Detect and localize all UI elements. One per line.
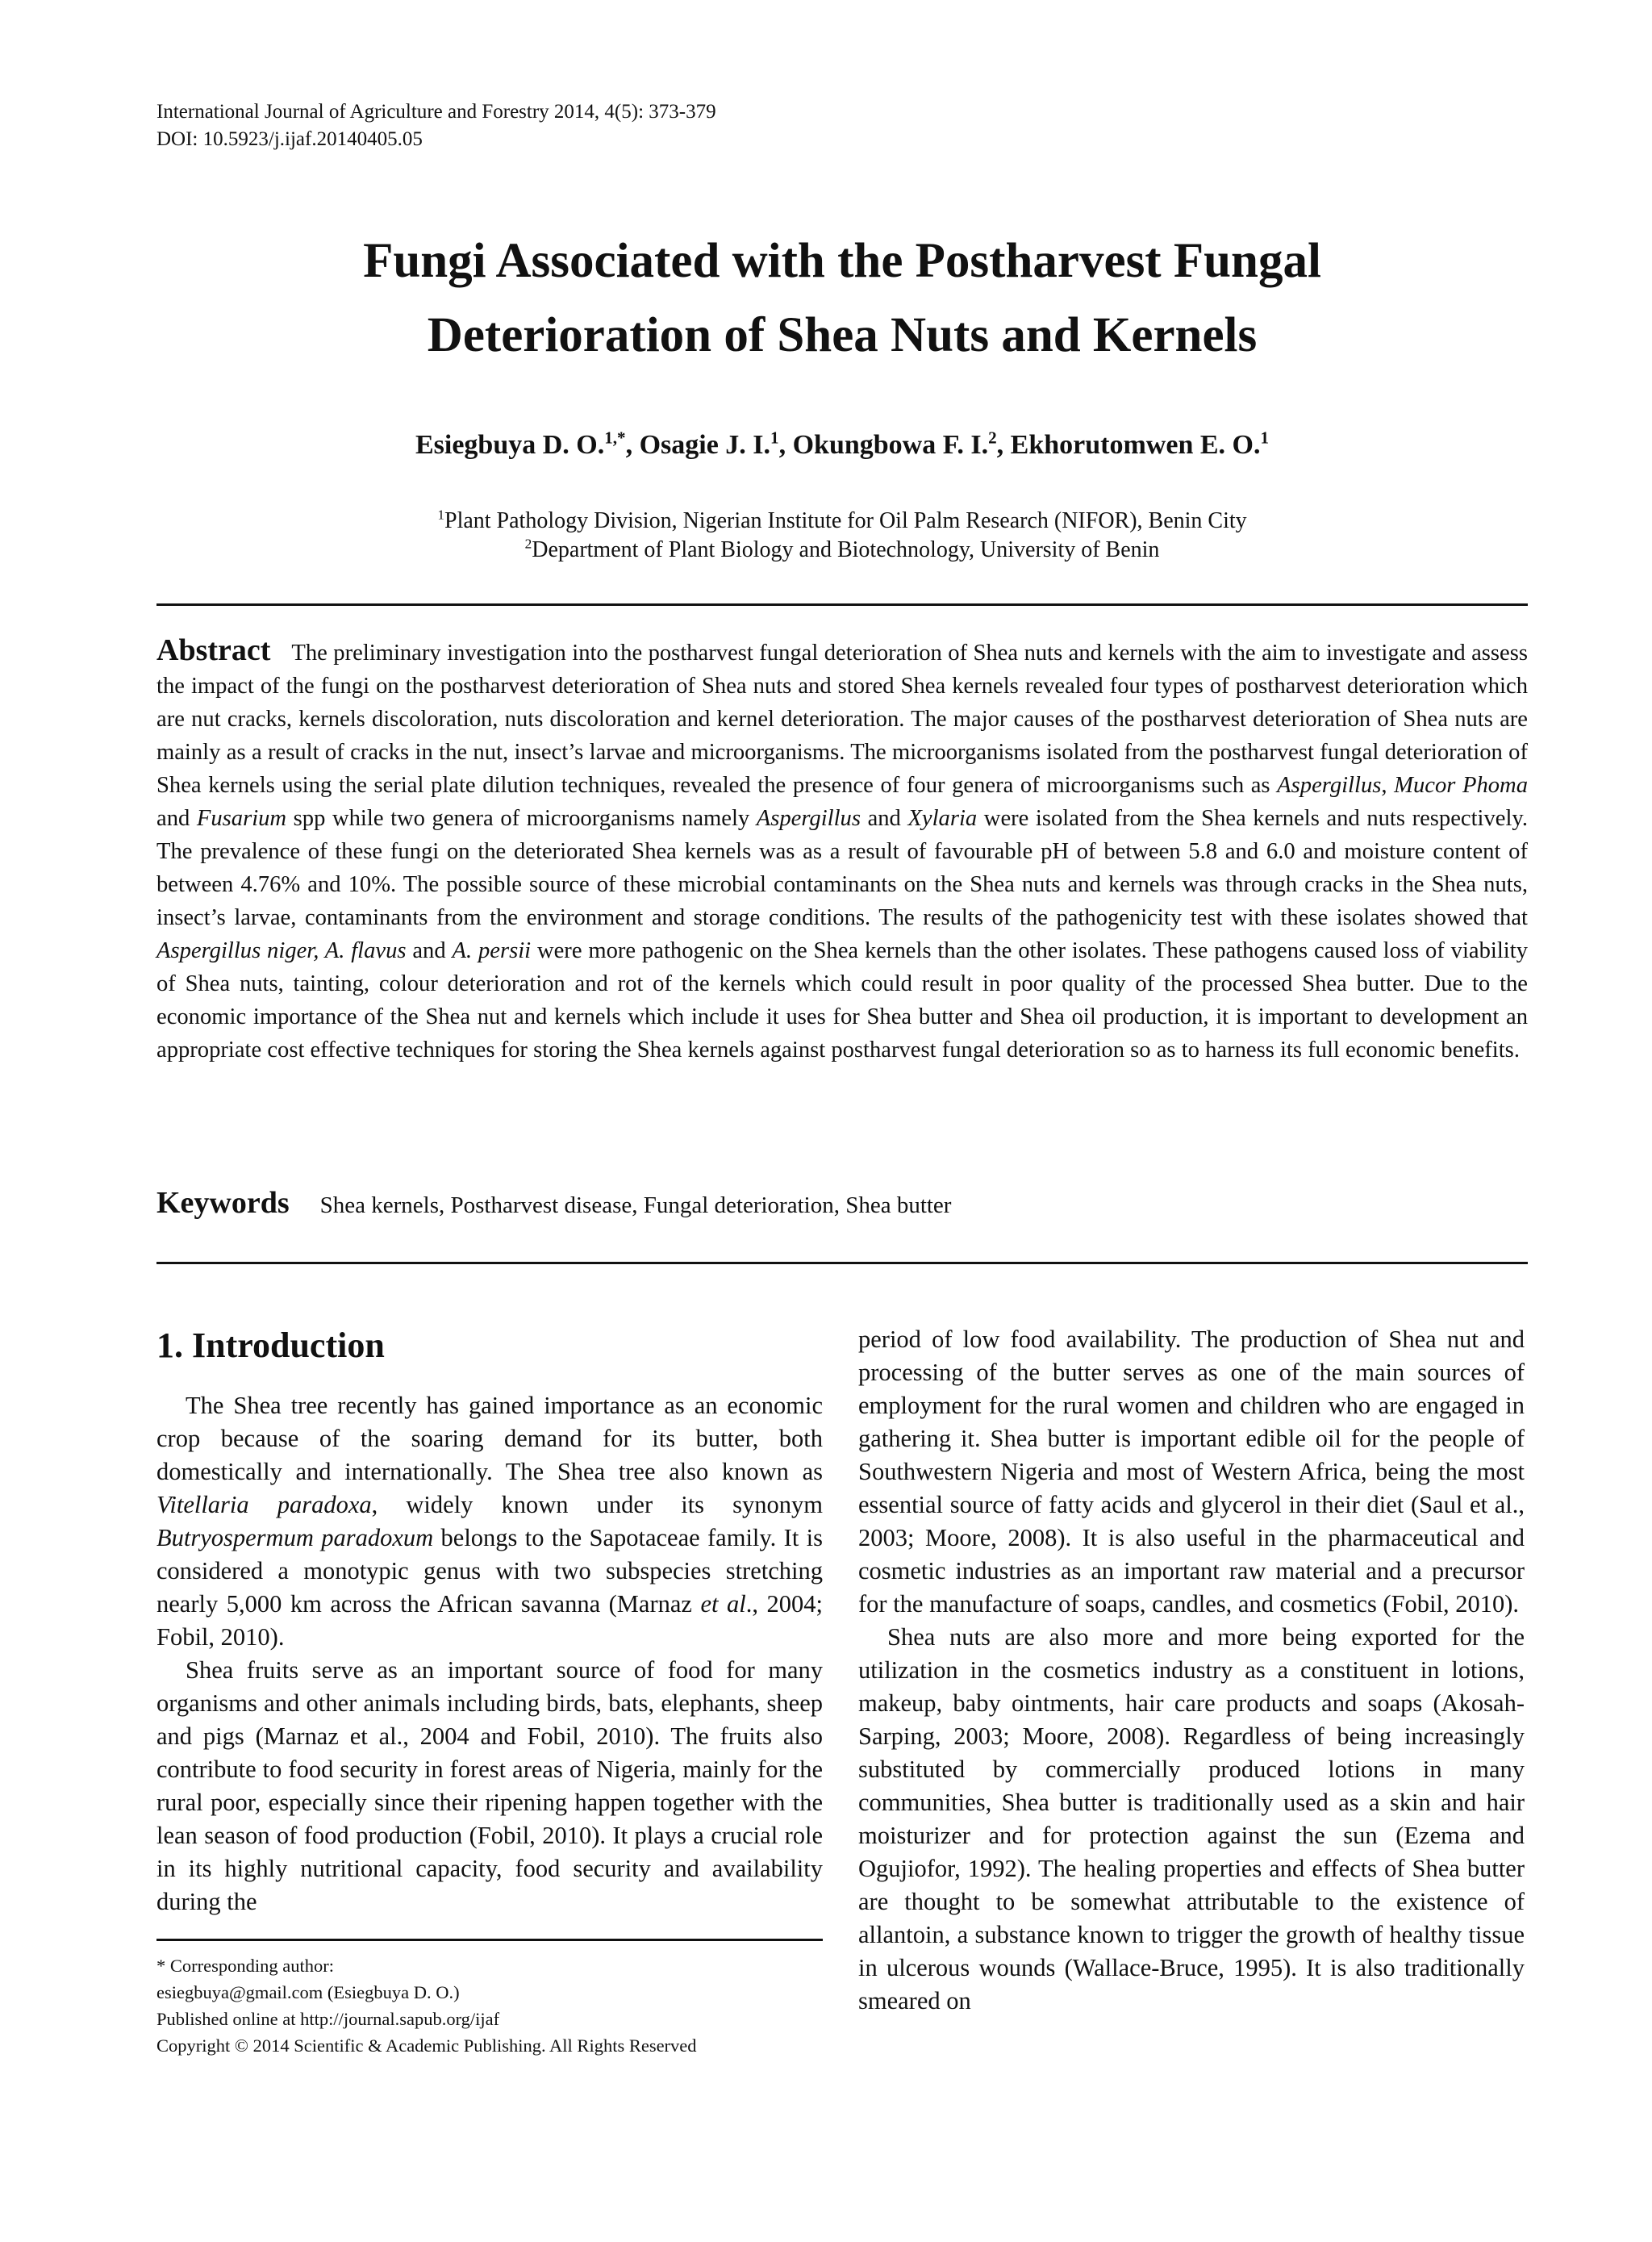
author-name: Esiegbuya D. O. bbox=[415, 430, 605, 460]
author-affiliation-mark: 2 bbox=[988, 428, 997, 448]
abstract-label: Abstract bbox=[156, 633, 271, 667]
author-name: Osagie J. I. bbox=[639, 430, 771, 460]
paragraph: Shea fruits serve as an important source of food for many organisms and other animals including birds, bats, elephants, sheep and pigs (Marnaz et al., 2004 and Fobil, 2010). The fruits also contribute to food security in forest areas of Nigeria, mainly for the rural poor, especially since their ripening happen together with the lean season of food production (Fobil, 2010). It plays a crucial role in its highly nutritional capacity, food security and availability during the bbox=[156, 1656, 823, 1915]
author-name: Okungbowa F. I. bbox=[792, 430, 989, 460]
divider-bottom bbox=[156, 1262, 1528, 1264]
doi: DOI: 10.5923/j.ijaf.20140405.05 bbox=[156, 128, 423, 150]
keywords-text: Shea kernels, Postharvest disease, Fungal deterioration, Shea butter bbox=[319, 1192, 952, 1218]
paragraph: Shea nuts are also more and more being exported for the utilization in the cosmetics industry as a constituent in lotions, makeup, baby ointments, hair care products and soaps (Akosah-Sarping, 2003; Moore, 2008). Regardless of being increasingly substituted by commercially produced lotions in many communities, Shea butter is traditionally used as a skin and hair moisturizer and for protection against the sun (Ezema and Ogujiofor, 1992). The healing properties and effects of Shea butter are thought to be somewhat attributable to the existence of allantoin, a substance known to trigger the growth of healthy tissue in ulcerous wounds (Wallace-Bruce, 1995). It is also traditionally smeared on bbox=[858, 1623, 1525, 2014]
author-affiliation-mark: 1 bbox=[1260, 428, 1270, 448]
affiliation-2: $^2$Department of Plant Biology and Biotechnology, University of Benin bbox=[524, 536, 1160, 562]
footnote bbox=[156, 1952, 823, 2059]
copyright: Copyright © 2014 Scientific & Academic Publishing. All Rights Reserved bbox=[156, 2035, 697, 2056]
paragraph: The Shea tree recently has gained importance as an economic crop because of the soaring demand for its butter, both domestically and internationally. The Shea tree also known as Vitellaria paradoxa, widely known under its synonym Butryospermum paradoxum belongs to the Sapotaceae family. It is considered a monotypic genus with two subspecies stretching nearly 5,000 km across the African savanna (Marnaz et al., 2004; Fobil, 2010). bbox=[156, 1392, 824, 1651]
author-separator: , bbox=[625, 430, 640, 460]
journal-header bbox=[156, 98, 716, 153]
author-email: esiegbuya@gmail.com (Esiegbuya D. O.) bbox=[156, 1982, 460, 2002]
affiliations bbox=[156, 507, 1528, 565]
author-separator: , bbox=[778, 430, 793, 460]
keywords bbox=[156, 1186, 1528, 1222]
title-line-2: Deterioration of Shea Nuts and Kernels bbox=[427, 308, 1258, 362]
journal-citation: International Journal of Agriculture and Forestry 2014, 4(5): 373-379 bbox=[156, 101, 716, 123]
section-heading: 1. Introduction bbox=[156, 1326, 385, 1365]
paragraph: period of low food availability. The production of Shea nut and processing of the butter serves as one of the main sources of employment for the rural women and children who are engaged in gathering it. Shea butter is important edible oil for the people of Southwestern Nigeria and most of Western Africa, being the most essential source of fatty acids and glycerol in their diet (Saul et al., 2003; Moore, 2008). It is also useful in the pharmaceutical and cosmetic industries as an important raw material and a precursor for the manufacture of soaps, candles, and cosmetics (Fobil, 2010). bbox=[858, 1326, 1525, 1618]
footnote-divider bbox=[156, 1939, 823, 1941]
title-line-1: Fungi Associated with the Postharvest Fungal bbox=[363, 234, 1321, 288]
author-affiliation-mark: 1,* bbox=[604, 428, 626, 448]
author-list bbox=[156, 428, 1528, 463]
affiliation-1: $^1$Plant Pathology Division, Nigerian Institute for Oil Palm Research (NIFOR), Benin City bbox=[437, 507, 1247, 533]
keywords-label: Keywords bbox=[156, 1186, 290, 1220]
right-column bbox=[858, 1323, 1525, 2018]
left-column bbox=[156, 1389, 823, 1918]
published-online: Published online at http://journal.sapub.org/ijaf bbox=[156, 2009, 500, 2029]
author-separator: , bbox=[996, 430, 1011, 460]
author-affiliation-mark: 1 bbox=[770, 428, 779, 448]
corresponding-author: * Corresponding author: bbox=[156, 1956, 334, 1976]
divider-top bbox=[156, 603, 1528, 606]
author-name: Ekhorutomwen E. O. bbox=[1010, 430, 1261, 460]
paper-title bbox=[156, 224, 1528, 373]
abstract: Abstract The preliminary investigation into the postharvest fungal deterioration of Shea nuts and kernels with the aim to investigate and assess the impact of the fungi on the postharvest deterioration of Shea nuts and stored Shea kernels revealed four types of postharvest deterioration which are nut cracks, kernels discoloration, nuts discoloration and kernel deterioration. The major causes of the postharvest deterioration of Shea nuts are mainly as a result of cracks in the nut, insect’s larvae and microorganisms. The microorganisms isolated from the postharvest fungal deterioration of Shea kernels using the serial plate dilution techniques, revealed the presence of four genera of microorganisms such as Aspergillus, Mucor Phoma and Fusarium spp while two genera of microorganisms namely Aspergillus and Xylaria were isolated from the Shea kernels and nuts respectively. The prevalence of these fungi on the deteriorated Shea kernels was as a result of favourable pH of between 5.8 and 6.0 and moisture content of between 4.76% and 10%. The possible source of these microbial contaminants on the Shea nuts and kernels was through cracks in the Shea nuts, insect’s larvae, contaminants from the environment and storage conditions. The results of the pathogenicity test with these isolates showed that Aspergillus niger, A. flavus and A. persii were more pathogenic on the Shea kernels than the other isolates. These pathogens caused loss of viability of Shea nuts, tainting, colour deterioration and rot of the kernels which could result in poor quality of the processed Shea butter. Due to the economic importance of the Shea nut and kernels which include it uses for Shea butter and Shea oil production, it is important to development an appropriate cost effective techniques for storing the Shea kernels against postharvest fungal deterioration so as to harness its full economic benefits. bbox=[156, 633, 1528, 1063]
